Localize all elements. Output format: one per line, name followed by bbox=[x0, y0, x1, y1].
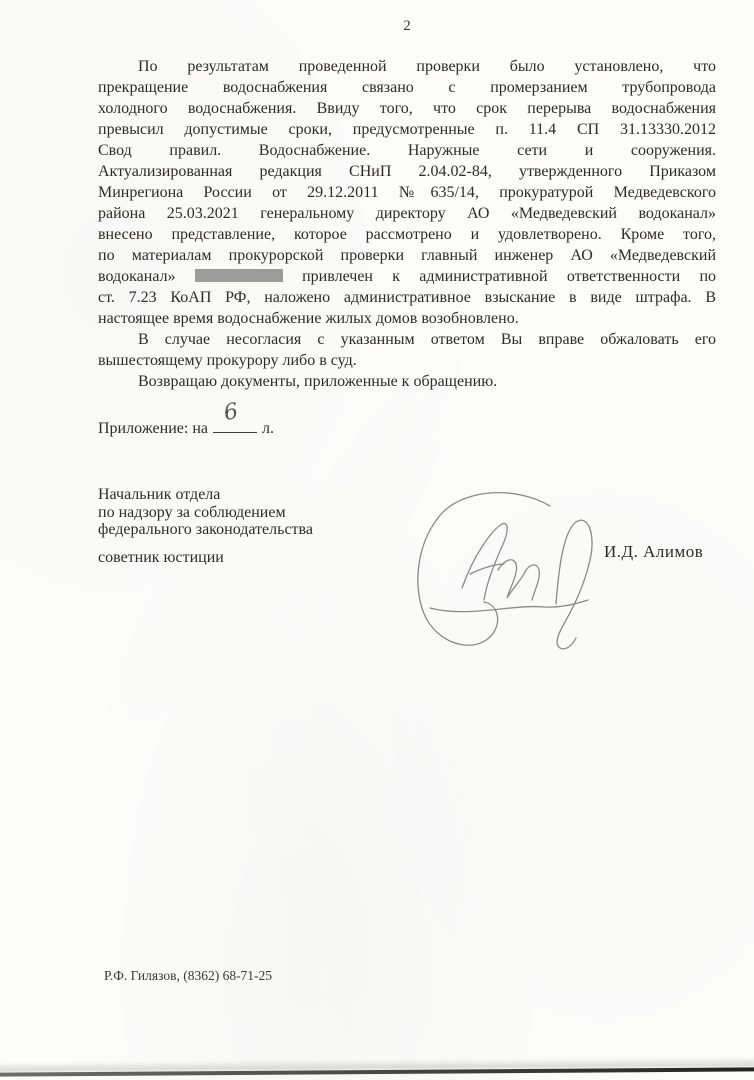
executor-contact: Р.Ф. Гилязов, (8362) 68-71-25 bbox=[104, 968, 273, 983]
body-line: ст. 7.23 КоАП РФ, наложено административное взыскание в виде штрафа. В bbox=[98, 289, 716, 306]
body-line: вышестоящему прокурору либо в суд. bbox=[98, 352, 357, 369]
body-line: Свод правил. Водоснабжение. Наружные сети и сооружения. bbox=[98, 142, 716, 159]
signer-position-line: по надзору за соблюдением bbox=[98, 503, 286, 521]
body-line: по материалам прокурорской проверки главный инженер АО «Медведевский bbox=[98, 247, 716, 264]
signer-position-block bbox=[98, 486, 313, 566]
body-line: В случае несогласия с указанным ответом Вы вправе обжаловать его bbox=[138, 331, 716, 348]
body-line: Возвращаю документы, приложенные к обращению. bbox=[138, 373, 498, 390]
body-line: превысил допустимые сроки, предусмотренные п. 11.4 СП 31.13330.2012 bbox=[98, 121, 716, 138]
page-number: 2 bbox=[403, 18, 411, 34]
attachment-count-blank bbox=[213, 398, 257, 433]
body-line-with-redaction bbox=[98, 266, 716, 287]
handwritten-signature bbox=[408, 490, 628, 658]
letter-body bbox=[98, 56, 716, 392]
text-before-redaction: водоканал» bbox=[98, 268, 176, 285]
attachment-unit: л. bbox=[261, 420, 274, 437]
body-line: Минрегиона России от 29.12.2011 №635/14, прокуратурой Медведевского bbox=[98, 184, 716, 201]
signer-position-line: федерального законодательства bbox=[98, 521, 313, 538]
attachment-line bbox=[98, 398, 274, 438]
signer-position-line: Начальник отдела bbox=[98, 486, 221, 503]
body-line: Актуализированная редакция СНиП 2.04.02-84, утвержденного Приказом bbox=[98, 163, 716, 180]
redaction-block bbox=[195, 269, 283, 282]
handwritten-count: 6 bbox=[221, 398, 241, 427]
body-line: холодного водоснабжения. Ввиду того, что срок перерыва водоснабжения bbox=[98, 100, 716, 117]
body-line: района 25.03.2021 генеральному директору АО «Медведевский водоканал» bbox=[98, 205, 716, 222]
body-line: внесено представление, которое рассмотрено и удовлетворено. Кроме того, bbox=[98, 226, 716, 243]
body-line: По результатам проведенной проверки было установлено, что bbox=[138, 58, 716, 75]
attachment-label: Приложение: на bbox=[98, 420, 208, 437]
body-line: настоящее время водоснабжение жилых домов возобновлено. bbox=[98, 310, 519, 327]
text-after-redaction: привлечен к административной ответственности по bbox=[302, 268, 717, 285]
body-line: прекращение водоснабжения связано с промерзанием трубопровода bbox=[98, 79, 716, 96]
signer-rank: советник юстиции bbox=[98, 548, 224, 566]
signer-name: И.Д. Алимов bbox=[604, 542, 704, 561]
